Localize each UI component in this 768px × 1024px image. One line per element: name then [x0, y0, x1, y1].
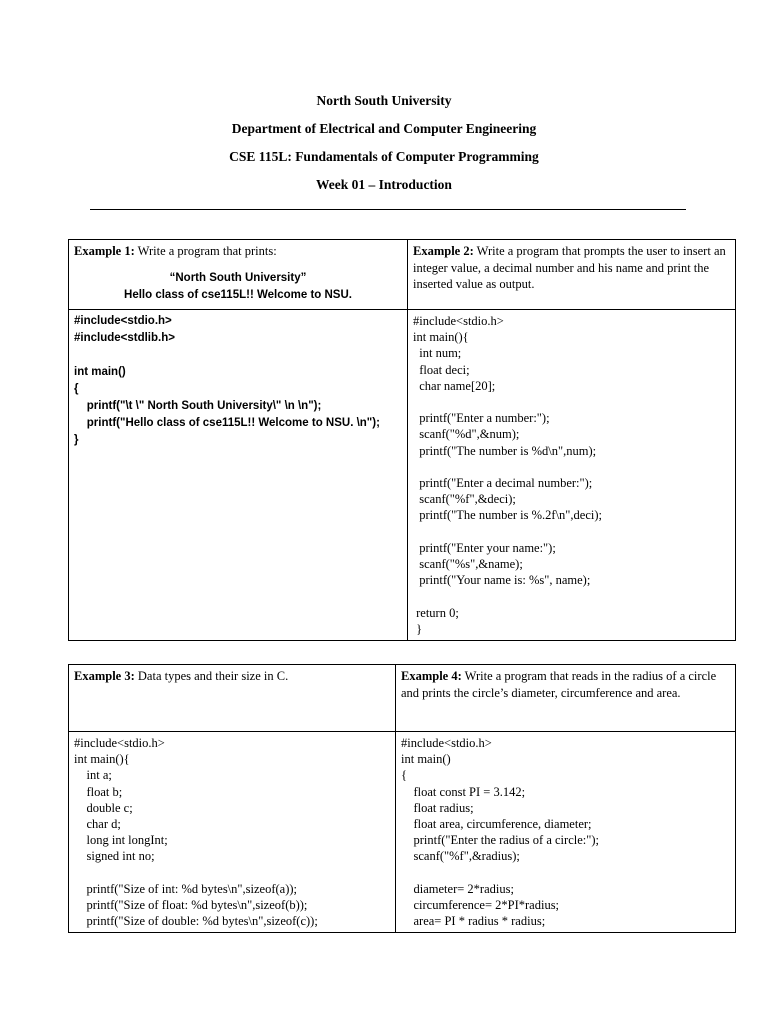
table-row — [69, 732, 736, 933]
example-4-code-cell — [396, 732, 736, 933]
example-label: Example 2: — [413, 244, 474, 258]
example-1-prompt — [69, 240, 408, 310]
table-row — [69, 240, 736, 310]
example-3-code-cell — [69, 732, 396, 933]
header-divider — [90, 209, 686, 210]
example-3-code: #include<stdio.h> int main(){ int a; float b; double c; char d; long int longInt; signed int no; printf("Size of int: %d bytes\n",sizeof(a)); printf("Size of float: %d bytes\n",sizeof(b)); printf("Size of double: %d bytes\n",sizeof(c)); — [74, 736, 318, 929]
table-row — [69, 665, 736, 732]
quote-line: “North South University” — [169, 271, 307, 284]
example-text: Write a program that prompts the user to insert an integer value, a decimal number and his name and print the inserted value as output. — [413, 244, 726, 291]
example-text: Write a program that prints: — [134, 244, 277, 258]
example-4-code: #include<stdio.h> int main() { float const PI = 3.142; float radius; float area, circumference, diameter; printf("Enter the radius of a circle:"); scanf("%f",&radius); diameter= 2*radius; circumference= 2*PI*radius; area= PI * radius * radius; — [401, 736, 599, 929]
table-row — [69, 310, 736, 641]
course-title: CSE 115L: Fundamentals of Computer Programming — [229, 149, 539, 164]
example-1-code-cell — [69, 310, 408, 641]
example-label: Example 1: — [74, 244, 135, 258]
example-label: Example 3: — [74, 669, 135, 683]
example-1-code: #include<stdio.h> #include<stdlib.h> int main() { printf("\t \" North South University\" \n \n"); printf("Hello class of cse115L!! Welcome to NSU. \n"); } — [74, 315, 380, 446]
week-title: Week 01 – Introduction — [316, 177, 452, 192]
example-text: Write a program that reads in the radius of a circle and prints the circle’s diameter, circumference and area. — [401, 669, 717, 700]
quote-line: Hello class of cse115L!! Welcome to NSU. — [124, 288, 352, 301]
department-title: Department of Electrical and Computer Engineering — [231, 121, 537, 136]
example-2-code-cell — [408, 310, 736, 641]
example-3-prompt — [69, 665, 396, 732]
example-4-prompt — [396, 665, 736, 732]
examples-table-2 — [68, 664, 736, 933]
example-2-prompt — [408, 240, 736, 310]
example-text: Data types and their size in C. — [134, 669, 289, 683]
example-2-code: #include<stdio.h> int main(){ int num; float deci; char name[20]; printf("Enter a number:"); scanf("%d",&num); printf("The number is %d\n",num); printf("Enter a decimal number:"); scanf("%f",&deci); printf("The number is %.2f\n",deci); printf("Enter your name:"); scanf("%s",&name); printf("Your name is: %s", name); return 0; } — [413, 314, 602, 636]
document-header — [0, 92, 768, 204]
example-label: Example 4: — [401, 669, 462, 683]
examples-table-1 — [68, 239, 736, 641]
university-title: North South University — [316, 93, 452, 108]
